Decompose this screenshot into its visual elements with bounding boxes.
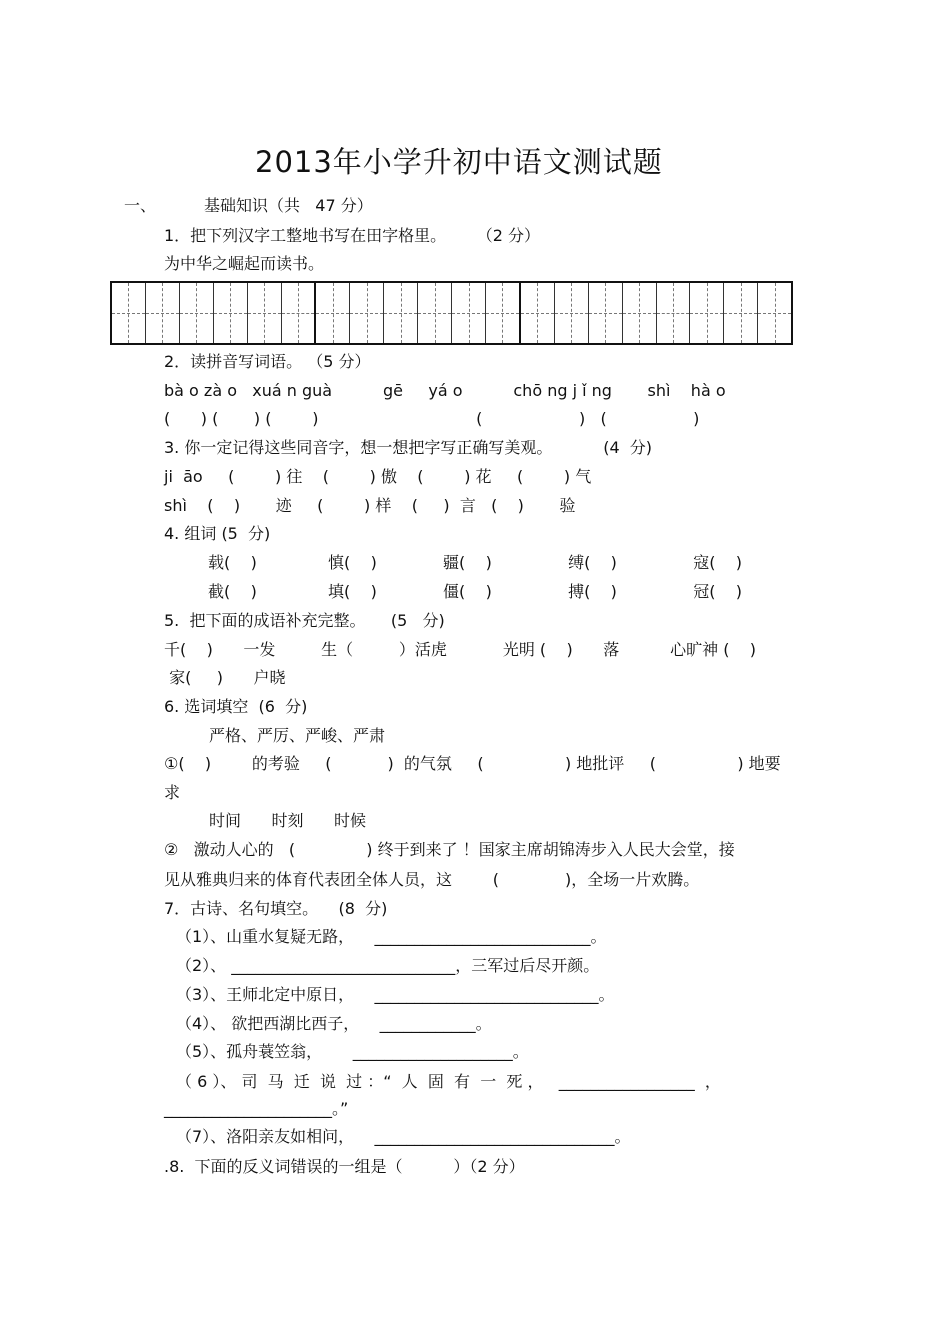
grid-cell[interactable] bbox=[690, 283, 724, 343]
grid-cell[interactable] bbox=[758, 283, 791, 343]
q5-line1[interactable]: 千( ) 一发 生（ ）活虎 光明 ( ) 落 心旷神 ( ) bbox=[164, 640, 757, 659]
q6-line1-cont: 求 bbox=[164, 783, 181, 802]
q6-word-bank-2: 时间 时刻 时候 bbox=[209, 811, 367, 830]
q3-prompt: 3. 你一定记得这些同音字，想一想把字写正确写美观。 (4 分) bbox=[164, 438, 653, 457]
grid-cell[interactable] bbox=[452, 283, 486, 343]
q7-item[interactable]: （4）、 欲把西湖比西子， ____________。 bbox=[176, 1014, 492, 1033]
grid-cell[interactable] bbox=[248, 283, 282, 343]
grid-cell[interactable] bbox=[350, 283, 384, 343]
q6-word-bank-1: 严格、严厉、严峻、严肃 bbox=[209, 726, 386, 745]
grid-cell[interactable] bbox=[657, 283, 691, 343]
q7-item[interactable]: _____________________。” bbox=[164, 1099, 349, 1118]
q4-row1[interactable]: 载( ) 慎( ) 疆( ) 缚( ) 寇( ) bbox=[208, 553, 743, 572]
q2-blanks[interactable]: ( ) ( ) ( ) ( ) ( ) bbox=[164, 409, 700, 428]
q6-line2[interactable]: ② 激动人心的 ( ) 终于到来了 ！国家主席胡锦涛步入人民大会堂，接 bbox=[164, 840, 735, 859]
q3-line2[interactable]: shì ( ) 迹 ( ) 样 ( ) 言 ( ) 验 bbox=[164, 496, 576, 515]
q6-line3[interactable]: 见从雅典归来的体育代表团全体人员，这 ( )，全场一片欢腾。 bbox=[164, 870, 700, 889]
q7-item[interactable]: （ 6 ）、 司 马 迁 说 过 ：“ 人 固 有 一 死 ， _________________ ， bbox=[176, 1072, 721, 1091]
grid-cell[interactable] bbox=[214, 283, 248, 343]
grid-cell[interactable] bbox=[724, 283, 758, 343]
q7-item[interactable]: （3）、王师北定中原日， ____________________________。 bbox=[176, 985, 615, 1004]
grid-cell[interactable] bbox=[623, 283, 657, 343]
q4-prompt: 4. 组词 (5 分) bbox=[164, 524, 271, 543]
q7-item[interactable]: （5）、孤舟蓑笠翁， ____________________。 bbox=[176, 1042, 529, 1061]
q7-prompt: 7．古诗、名句填空。 (8 分) bbox=[164, 899, 388, 918]
grid-cell[interactable] bbox=[112, 283, 146, 343]
q6-line1[interactable]: ①( ) 的考验 ( ) 的气氛 ( ) 地批评 ( ) 地要 bbox=[164, 754, 781, 773]
q6-prompt: 6. 选词填空 (6 分) bbox=[164, 697, 308, 716]
tianzige-grid[interactable] bbox=[110, 281, 793, 345]
q8-prompt: .8. 下面的反义词错误的一组是（ ）（2 分） bbox=[164, 1157, 525, 1176]
q2-prompt: 2．读拼音写词语。 （5 分） bbox=[164, 352, 371, 371]
grid-cell[interactable] bbox=[316, 283, 350, 343]
grid-cell[interactable] bbox=[521, 283, 555, 343]
page-title: 2013年小学升初中语文测试题 bbox=[255, 145, 663, 179]
grid-cell[interactable] bbox=[384, 283, 418, 343]
grid-cell[interactable] bbox=[282, 283, 317, 343]
q7-item[interactable]: （2）、 ____________________________，三军过后尽开颜。 bbox=[176, 956, 600, 975]
q5-line2[interactable]: 家( ) 户晓 bbox=[164, 668, 286, 687]
grid-cell[interactable] bbox=[418, 283, 452, 343]
grid-cell[interactable] bbox=[486, 283, 521, 343]
q3-line1[interactable]: ji āo ( ) 往 ( ) 傲 ( ) 花 ( ) 气 bbox=[164, 467, 592, 486]
grid-cell[interactable] bbox=[555, 283, 589, 343]
grid-cell[interactable] bbox=[146, 283, 180, 343]
q4-row2[interactable]: 截( ) 填( ) 僵( ) 搏( ) 冠( ) bbox=[208, 582, 743, 601]
q7-item[interactable]: （1）、山重水复疑无路， ___________________________。 bbox=[176, 927, 607, 946]
q5-prompt: 5. 把下面的成语补充完整。 (5 分) bbox=[164, 611, 445, 630]
grid-cell[interactable] bbox=[589, 283, 623, 343]
grid-cell[interactable] bbox=[180, 283, 214, 343]
q2-pinyin: bà o zà o xuá n guà gē yá o chō ng j ǐ ng shì hà o bbox=[164, 381, 726, 400]
q1-prompt: 1．把下列汉字工整地书写在田字格里。 （2 分） bbox=[164, 226, 540, 245]
q1-text: 为中华之崛起而读书。 bbox=[164, 254, 325, 273]
section-heading: 基础知识（共 47 分） bbox=[204, 196, 373, 215]
q7-item[interactable]: （7）、洛阳亲友如相问， ______________________________。 bbox=[176, 1127, 631, 1146]
section-number: 一、 bbox=[124, 196, 157, 215]
